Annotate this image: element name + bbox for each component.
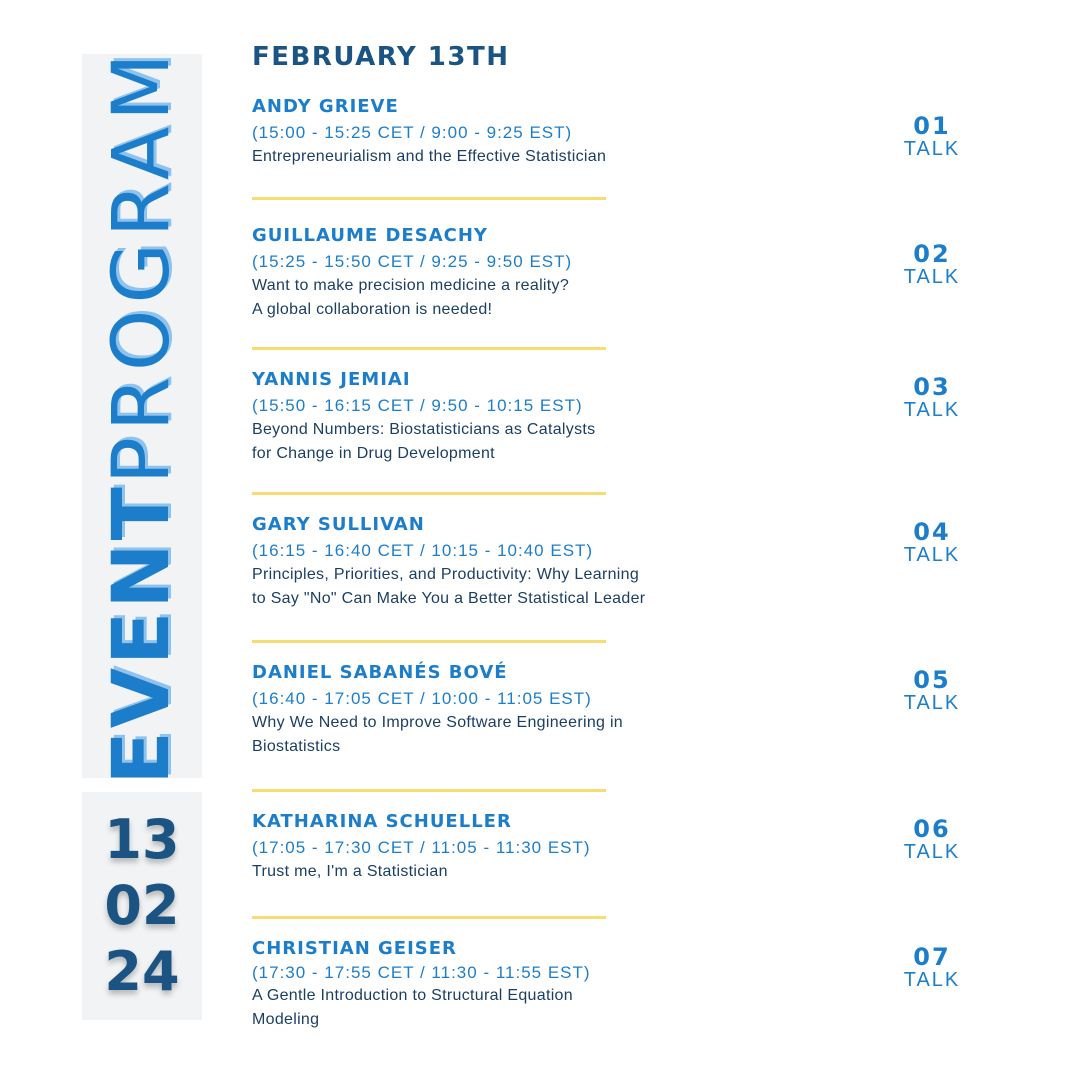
talk-title (252, 984, 872, 1032)
talk-badge (880, 520, 984, 566)
title-bold-word: EVENT (97, 484, 187, 785)
talk-number: 05 (913, 666, 951, 694)
talk-item (252, 367, 872, 466)
talk-number: 07 (913, 943, 951, 971)
talk-title (252, 145, 872, 169)
talk-title-line: Biostatistics (252, 738, 341, 755)
speaker-name: ANDY GRIEVE (252, 96, 399, 117)
talk-label: TALK (903, 841, 961, 863)
talk-item (252, 512, 872, 611)
talk-number: 02 (913, 240, 951, 268)
talk-item (252, 223, 872, 322)
talk-item (252, 936, 872, 1032)
page-title: FEBRUARY 13TH (252, 42, 510, 72)
talk-time: (17:30 - 17:55 CET / 11:30 - 11:55 EST) (252, 963, 591, 982)
talk-title (252, 860, 872, 884)
speaker-name: GUILLAUME DESACHY (252, 225, 488, 246)
talk-badge (880, 242, 984, 288)
talk-title-line: A global collaboration is needed! (252, 301, 493, 318)
talk-label: TALK (903, 138, 961, 160)
talk-label: TALK (903, 692, 961, 714)
talk-title-line: for Change in Drug Development (252, 445, 495, 462)
talk-number: 04 (913, 518, 951, 546)
talk-title (252, 711, 872, 759)
talk-time: (16:40 - 17:05 CET / 10:00 - 11:05 EST) (252, 689, 592, 708)
speaker-name: DANIEL SABANÉS BOVÉ (252, 662, 508, 683)
talk-label: TALK (903, 544, 961, 566)
event-program-title (97, 47, 187, 785)
date-month: 02 (104, 874, 180, 937)
talk-label: TALK (903, 399, 961, 421)
date-year: 24 (104, 940, 180, 1003)
talk-time: (15:50 - 16:15 CET / 9:50 - 10:15 EST) (252, 396, 583, 415)
divider (252, 492, 606, 495)
talk-title-line: Trust me, I'm a Statistician (252, 863, 448, 880)
divider (252, 640, 606, 643)
talk-number: 03 (913, 373, 951, 401)
talk-time: (15:25 - 15:50 CET / 9:25 - 9:50 EST) (252, 252, 573, 271)
talk-title-line: Principles, Priorities, and Productivity: Why Learning (252, 566, 640, 583)
talk-title-line: Modeling (252, 1011, 320, 1028)
talk-item (252, 660, 872, 759)
talk-title-line: Beyond Numbers: Biostatisticians as Catalysts (252, 421, 596, 438)
speaker-name: KATHARINA SCHUELLER (252, 811, 512, 832)
talk-title-line: to Say "No" Can Make You a Better Statistical Leader (252, 590, 646, 607)
talk-badge (880, 945, 984, 991)
talk-time: (16:15 - 16:40 CET / 10:15 - 10:40 EST) (252, 541, 594, 560)
talk-badge (880, 668, 984, 714)
divider (252, 916, 606, 919)
talk-item (252, 809, 872, 884)
divider (252, 197, 606, 200)
talk-label: TALK (903, 969, 961, 991)
talk-title-line: Want to make precision medicine a reality? (252, 277, 570, 294)
speaker-name: YANNIS JEMIAI (252, 369, 411, 390)
talk-label: TALK (903, 266, 961, 288)
talk-number: 06 (913, 815, 951, 843)
speaker-name: GARY SULLIVAN (252, 514, 425, 535)
talk-title (252, 563, 872, 611)
talk-badge (880, 114, 984, 160)
talk-number: 01 (913, 112, 951, 140)
talk-title-line: Entrepreneurialism and the Effective Statistician (252, 148, 607, 165)
talk-title-line: A Gentle Introduction to Structural Equation (252, 987, 573, 1004)
talk-title (252, 274, 872, 322)
divider (252, 347, 606, 350)
talk-item (252, 94, 872, 169)
title-light-word: PROGRAM (97, 47, 187, 485)
talk-badge (880, 375, 984, 421)
date-day: 13 (104, 808, 180, 871)
talk-time: (15:00 - 15:25 CET / 9:00 - 9:25 EST) (252, 123, 573, 142)
speaker-name: CHRISTIAN GEISER (252, 938, 457, 959)
talk-badge (880, 817, 984, 863)
talk-title-line: Why We Need to Improve Software Engineering in (252, 714, 624, 731)
talk-title (252, 418, 872, 466)
talk-time: (17:05 - 17:30 CET / 11:05 - 11:30 EST) (252, 838, 591, 857)
divider (252, 789, 606, 792)
